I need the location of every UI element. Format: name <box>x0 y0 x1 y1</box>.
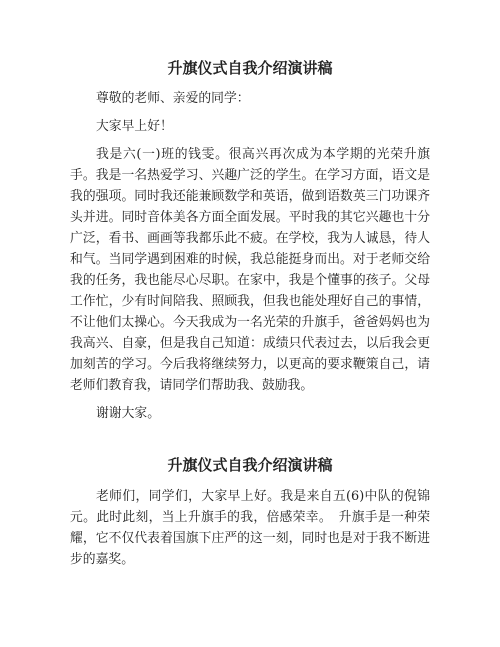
document-title: 升旗仪式自我介绍演讲稿 <box>167 59 333 77</box>
thanks-paragraph: 谢谢大家。 <box>96 406 160 421</box>
self-introduction-paragraph: 我是六(一)班的钱雯。很高兴再次成为本学期的光荣升旗手。我是一名热爱学习、兴趣广泛的学生。在学习方面，语文是我的强项。同时我还能兼顾数学和英语，做到语数英三门功课齐头并进。同时音体美各方面全面发展。平时我的其它兴趣也十分广泛，看书、画画等我都乐此不疲。在学校，我为人诚恳，待人和气。当同学遇到困难的时候，我总能挺身而出。对于老师交给我的任务，我也能尽心尽职。在家中，我是个懂事的孩子。父母工作忙，少有时间陪我、照顾我，但我也能处理好自己的事情，不让他们太操心。今天我成为一名光荣的升旗手，爸爸妈妈也为我高兴、自豪，但是我自己知道：成绩只代表过去，以后我会更加刻苦的学习。今后我将继续努力，以更高的要求鞭策自己，请老师们教育我，请同学们帮助我、鼓励我。 <box>70 147 430 393</box>
morning-paragraph: 大家早上好！ <box>96 119 173 134</box>
second-document-title: 升旗仪式自我介绍演讲稿 <box>167 456 333 474</box>
greeting-paragraph: 尊敬的老师、亲爱的同学： <box>96 91 250 106</box>
second-speech-paragraph: 老师们，同学们，大家早上好。我是来自五(6)中队的倪锦元。此时此刻，当上升旗手的我，倍感荣幸。 升旗手是一种荣耀，它不仅代表着国旗下庄严的这一刻，同时也是对于我不断进步的嘉奖。 <box>70 489 430 567</box>
